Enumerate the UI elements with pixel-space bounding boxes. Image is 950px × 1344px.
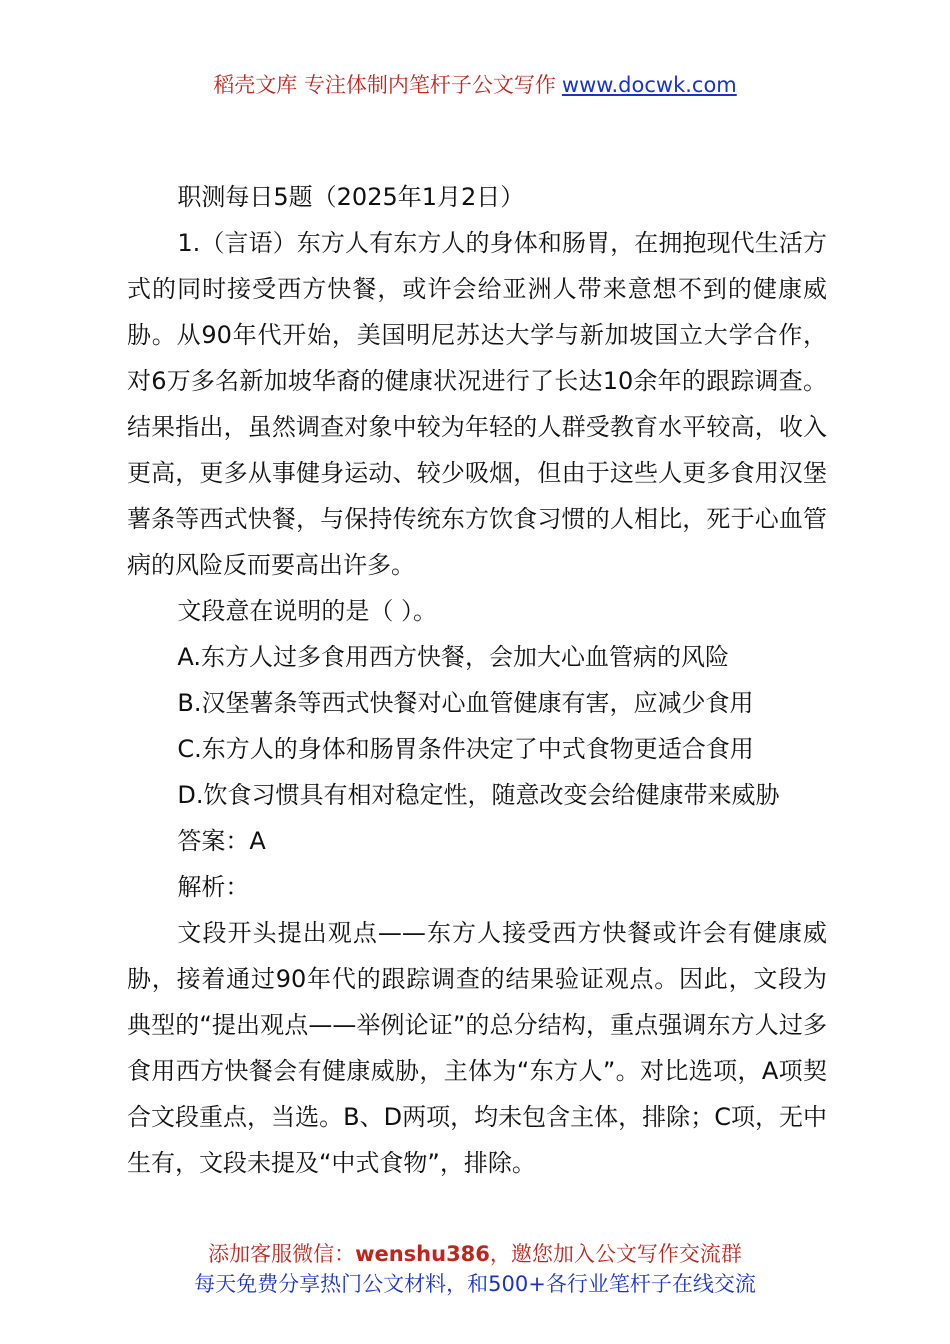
option-b: B.汉堡薯条等西式快餐对心血管健康有害，应减少食用 [177,689,754,717]
site-slogan: 稻壳文库 专注体制内笔杆子公文写作 [213,73,556,97]
answer-line: 答案：A [177,827,266,855]
document-title: 职测每日5题（2025年1月2日） [177,183,525,211]
site-link[interactable]: www.docwk.com [561,73,737,97]
analysis-label: 解析： [177,873,250,901]
footer-contact-line [0,1239,950,1269]
wechat-id: wenshu386 [355,1242,490,1266]
footer-share-line: 每天免费分享热门公文材料，和500+各行业笔杆子在线交流 [194,1272,756,1296]
option-c: C.东方人的身体和肠胃条件决定了中式食物更适合食用 [177,735,754,763]
option-a: A.东方人过多食用西方快餐，会加大心血管病的风险 [177,643,730,671]
question-prompt: 文段意在说明的是（ ）。 [177,597,438,625]
option-d: D.饮食习惯具有相对稳定性，随意改变会给健康带来威胁 [177,781,780,809]
analysis-text: 文段开头提出观点——东方人接受西方快餐或许会有健康威胁，接着通过90年代的跟踪调查的结果验证观点。因此，文段为典型的“提出观点——举例论证”的总分结构，重点强调东方人过多食用西方快餐会有健康威胁，主体为“东方人”。对比选项，A项契合文段重点，当选。B、D两项，均未包含主体，排除；C项，无中生有，文段未提及“中式食物”，排除。 [127,919,827,1177]
page-footer [0,1239,950,1299]
footer-contact-prefix: 添加客服微信： [208,1242,356,1266]
footer-contact-suffix: ，邀您加入公文写作交流群 [489,1242,742,1266]
question-text: 1.（言语）东方人有东方人的身体和肠胃，在拥抱现代生活方式的同时接受西方快餐，或许会给亚洲人带来意想不到的健康威胁。从90年代开始，美国明尼苏达大学与新加坡国立大学合作，对6万多名新加坡华裔的健康状况进行了长达10余年的跟踪调查。结果指出，虽然调查对象中较为年轻的人群受教育水平较高，收入更高，更多从事健身运动、较少吸烟，但由于这些人更多食用汉堡薯条等西式快餐，与保持传统东方饮食习惯的人相比，死于心血管病的风险反而要高出许多。 [127,229,827,579]
document-body [127,174,827,1186]
page-header [0,70,950,100]
